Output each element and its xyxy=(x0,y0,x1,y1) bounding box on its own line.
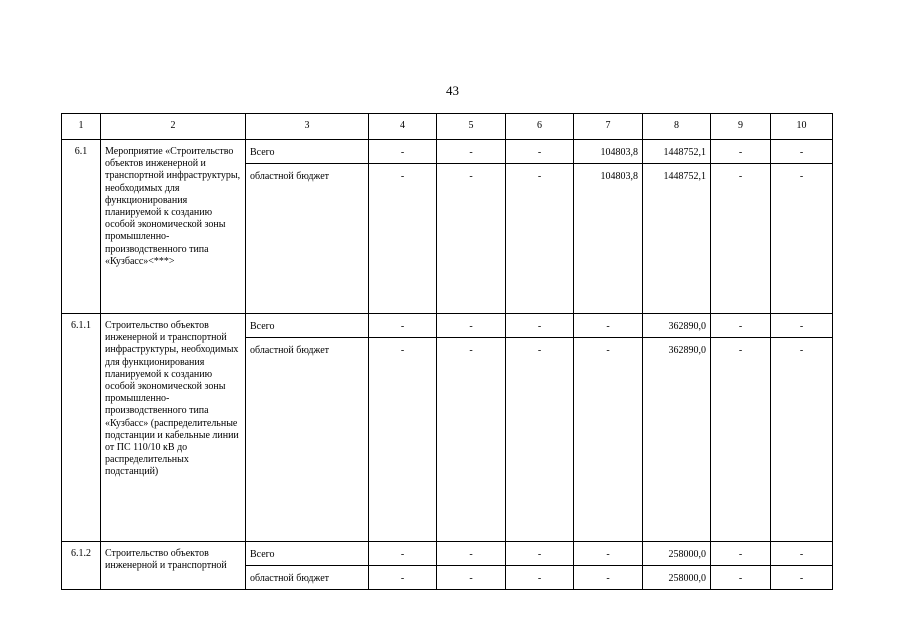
cell-value: - xyxy=(437,164,506,314)
cell-value: - xyxy=(574,542,643,566)
header-cell: 6 xyxy=(506,114,574,140)
cell-value: - xyxy=(771,338,833,542)
cell-value: - xyxy=(711,542,771,566)
cell-value: - xyxy=(369,140,437,164)
cell-value: - xyxy=(574,338,643,542)
header-cell: 1 xyxy=(62,114,101,140)
header-cell: 4 xyxy=(369,114,437,140)
cell-value: - xyxy=(506,314,574,338)
table-row xyxy=(62,314,833,338)
cell-value: 362890,0 xyxy=(643,338,711,542)
cell-value: 362890,0 xyxy=(643,314,711,338)
header-cell: 5 xyxy=(437,114,506,140)
cell-value: - xyxy=(771,542,833,566)
header-cell: 3 xyxy=(246,114,369,140)
header-cell: 8 xyxy=(643,114,711,140)
cell-value: 104803,8 xyxy=(574,164,643,314)
header-cell: 10 xyxy=(771,114,833,140)
header-cell: 2 xyxy=(101,114,246,140)
table-header-row xyxy=(62,114,833,140)
header-cell: 9 xyxy=(711,114,771,140)
cell-value: - xyxy=(506,338,574,542)
cell-value: - xyxy=(771,140,833,164)
cell-value: - xyxy=(369,542,437,566)
cell-value: - xyxy=(437,542,506,566)
cell-value: - xyxy=(711,314,771,338)
cell-value: - xyxy=(369,338,437,542)
cell-value: 104803,8 xyxy=(574,140,643,164)
table-row xyxy=(62,140,833,164)
funding-source: Всего xyxy=(246,542,369,566)
cell-value: - xyxy=(369,314,437,338)
header-cell: 7 xyxy=(574,114,643,140)
funding-source: областной бюджет xyxy=(246,338,369,542)
page-number: 43 xyxy=(446,83,459,98)
cell-value: - xyxy=(771,164,833,314)
cell-value: - xyxy=(369,566,437,590)
cell-value: - xyxy=(711,338,771,542)
cell-value: - xyxy=(506,164,574,314)
cell-value: 1448752,1 xyxy=(643,164,711,314)
row-name: Строительство объектов инженерной и транспортной инфраструктуры, необходимых для функционирования планируемой к созданию особой экономической зоны промышленно-производственного типа «Кузбасс» (распределительные подстанции и кабельные линии от ПС 110/10 кВ до распределительных подстанций) xyxy=(101,314,246,542)
cell-value: - xyxy=(771,566,833,590)
cell-value: - xyxy=(506,566,574,590)
cell-value: - xyxy=(369,164,437,314)
cell-value: - xyxy=(437,314,506,338)
row-code: 6.1.2 xyxy=(62,542,101,590)
cell-value: - xyxy=(506,542,574,566)
cell-value: - xyxy=(771,314,833,338)
cell-value: - xyxy=(437,140,506,164)
funding-source: областной бюджет xyxy=(246,164,369,314)
cell-value: - xyxy=(711,164,771,314)
row-name: Строительство объектов инженерной и транспортной xyxy=(101,542,246,590)
row-code: 6.1 xyxy=(62,140,101,314)
funding-source: областной бюджет xyxy=(246,566,369,590)
cell-value: - xyxy=(574,566,643,590)
funding-source: Всего xyxy=(246,314,369,338)
budget-table xyxy=(61,113,833,590)
cell-value: - xyxy=(574,314,643,338)
cell-value: 258000,0 xyxy=(643,566,711,590)
funding-source: Всего xyxy=(246,140,369,164)
cell-value: 1448752,1 xyxy=(643,140,711,164)
cell-value: - xyxy=(437,338,506,542)
cell-value: - xyxy=(711,140,771,164)
row-name: Мероприятие «Строительство объектов инженерной и транспортной инфраструктуры, необходимых для функционирования планируемой к созданию особой экономической зоны промышленно-производственного типа «Кузбасс»<***> xyxy=(101,140,246,314)
cell-value: - xyxy=(437,566,506,590)
cell-value: - xyxy=(711,566,771,590)
row-code: 6.1.1 xyxy=(62,314,101,542)
cell-value: - xyxy=(506,140,574,164)
table-row xyxy=(62,542,833,566)
cell-value: 258000,0 xyxy=(643,542,711,566)
